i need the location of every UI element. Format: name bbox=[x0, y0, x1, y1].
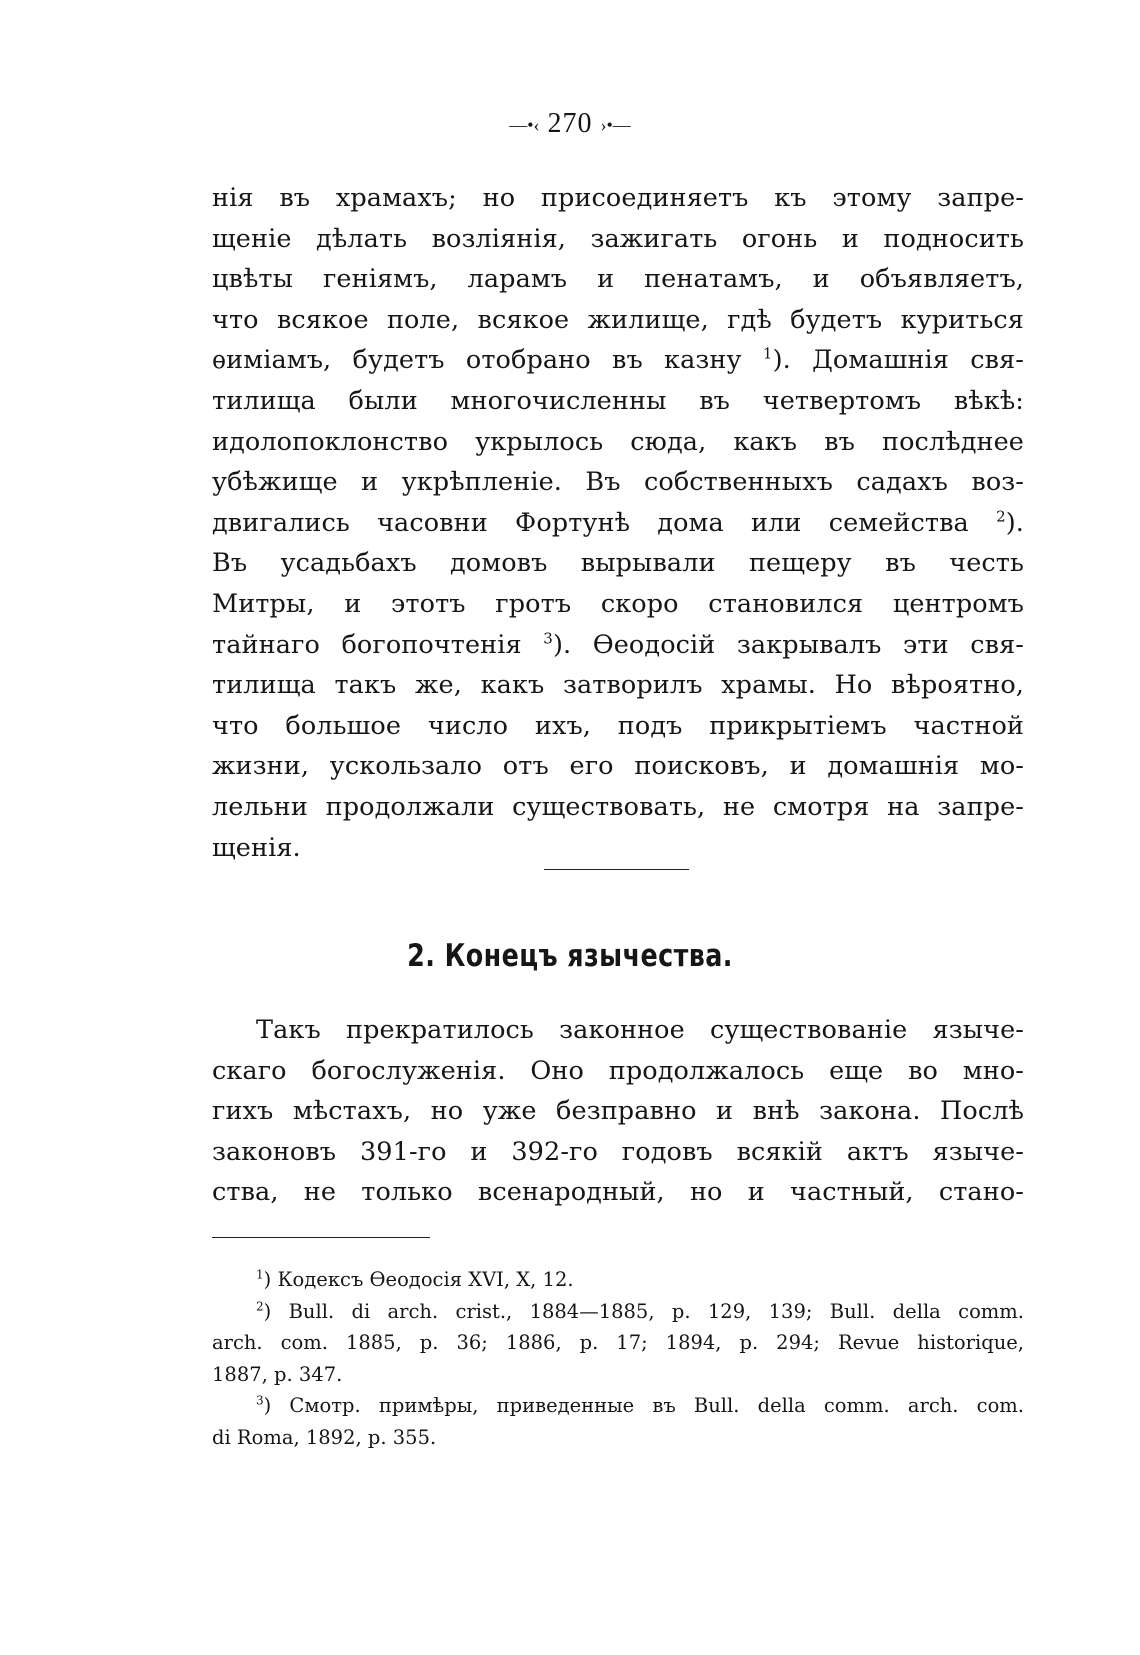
footnote-3: $^3$) Смотр. примѣры, приведенные въ Bull. della comm. arch. com. bbox=[256, 1393, 1024, 1418]
text-line: гихъ мѣстахъ, но уже безправно и внѣ закона. Послѣ bbox=[212, 1096, 1024, 1127]
section-separator bbox=[544, 869, 689, 870]
text-segment: двигались часовни Фортунѣ дома или семейства bbox=[212, 507, 969, 538]
text-line: Въ усадьбахъ домовъ вырывали пещеру въ честь bbox=[212, 548, 1024, 579]
text-line: идолопоклонство укрылось сюда, какъ въ послѣднее bbox=[212, 426, 1024, 457]
footnotes bbox=[212, 1264, 1024, 1454]
text-line: щенія. bbox=[212, 832, 301, 863]
footnote-marker: 1 bbox=[256, 1267, 264, 1282]
header-ornament-left: —•‹ bbox=[509, 115, 540, 136]
footnote-marker: 2 bbox=[256, 1299, 264, 1314]
paragraph-continued bbox=[212, 178, 1024, 868]
text-line: что всякое поле, всякое жилище, гдѣ будетъ куриться bbox=[212, 304, 1024, 335]
footnote-text: Bull. di arch. crist., 1884—1885, p. 129, 139; Bull. della comm. bbox=[288, 1299, 1024, 1323]
text-line: щеніе дѣлать возліянія, зажигать огонь и подносить bbox=[212, 223, 1024, 254]
footnote-2-line: arch. com. 1885, p. 36; 1886, p. 17; 1894, p. 294; Revue historique, bbox=[212, 1331, 1024, 1355]
footnote-2: $^2$) Bull. di arch. crist., 1884—1885, p. 129, 139; Bull. della comm. bbox=[256, 1299, 1024, 1323]
text-segment: ). bbox=[1005, 507, 1024, 538]
page-number: 270 bbox=[547, 108, 593, 139]
text-line: Митры, и этотъ гротъ скоро становился центромъ bbox=[212, 588, 1024, 619]
footnote-text: Кодексъ Ѳеодосія XVI, X, 12. bbox=[277, 1268, 574, 1291]
text-line: Такъ прекратилось законное существованіе языче- bbox=[256, 1015, 1024, 1045]
text-line: убѣжище и укрѣпленіе. Въ собственныхъ садахъ воз- bbox=[212, 467, 1024, 498]
footnote-1: $^1$) Кодексъ Ѳеодосія XVI, X, 12. bbox=[256, 1267, 574, 1291]
text-line: нія въ храмахъ; но присоединяетъ къ этому запре- bbox=[212, 183, 1024, 213]
text-line: что большое число ихъ, подъ прикрытіемъ частной bbox=[212, 710, 1024, 741]
section-heading: 2. Конецъ язычества. bbox=[407, 938, 733, 974]
text-line bbox=[212, 625, 1024, 666]
text-line: цвѣты геніямъ, ларамъ и пенатамъ, и объявляетъ, bbox=[212, 264, 1024, 295]
text-line: лельни продолжали существовать, не смотря на запре- bbox=[212, 791, 1024, 822]
page-header bbox=[0, 108, 1140, 140]
text-line: тилища были многочисленны въ четвертомъ вѣкѣ: bbox=[212, 385, 1024, 416]
paragraph-section-start bbox=[212, 1010, 1024, 1213]
footnote-ref-3: 3 bbox=[543, 629, 553, 648]
text-segment: ). Домашнія свя- bbox=[772, 345, 1024, 376]
header-ornament-right: ›•— bbox=[600, 115, 631, 136]
text-line: законовъ 391-го и 392-го годовъ всякій актъ языче- bbox=[212, 1136, 1024, 1167]
text-line: ства, не только всенародный, но и частный, стано- bbox=[212, 1177, 1024, 1208]
footnote-2-line: 1887, p. 347. bbox=[212, 1362, 343, 1386]
text-line bbox=[212, 503, 1024, 544]
text-line: жизни, ускользало отъ его поисковъ, и домашнія мо- bbox=[212, 751, 1024, 782]
text-line bbox=[212, 340, 1024, 381]
footnote-text: Смотр. примѣры, приведенные въ Bull. della comm. arch. com. bbox=[289, 1394, 1024, 1418]
text-segment: ѳиміамъ, будетъ отобрано въ казну bbox=[212, 345, 742, 376]
footnote-rule bbox=[212, 1237, 430, 1238]
text-segment: тайнаго богопочтенія bbox=[212, 629, 522, 660]
footnote-ref-1: 1 bbox=[762, 344, 773, 363]
footnote-ref-2: 2 bbox=[996, 507, 1006, 526]
footnote-3-line: di Roma, 1892, p. 355. bbox=[212, 1425, 437, 1449]
text-segment: ). Ѳеодосій закрывалъ эти свя- bbox=[552, 629, 1024, 660]
text-line: скаго богослуженія. Оно продолжалось еще во мно- bbox=[212, 1055, 1024, 1086]
footnote-marker: 3 bbox=[256, 1393, 264, 1408]
text-line: тилища такъ же, какъ затворилъ храмы. Но вѣроятно, bbox=[212, 670, 1024, 701]
